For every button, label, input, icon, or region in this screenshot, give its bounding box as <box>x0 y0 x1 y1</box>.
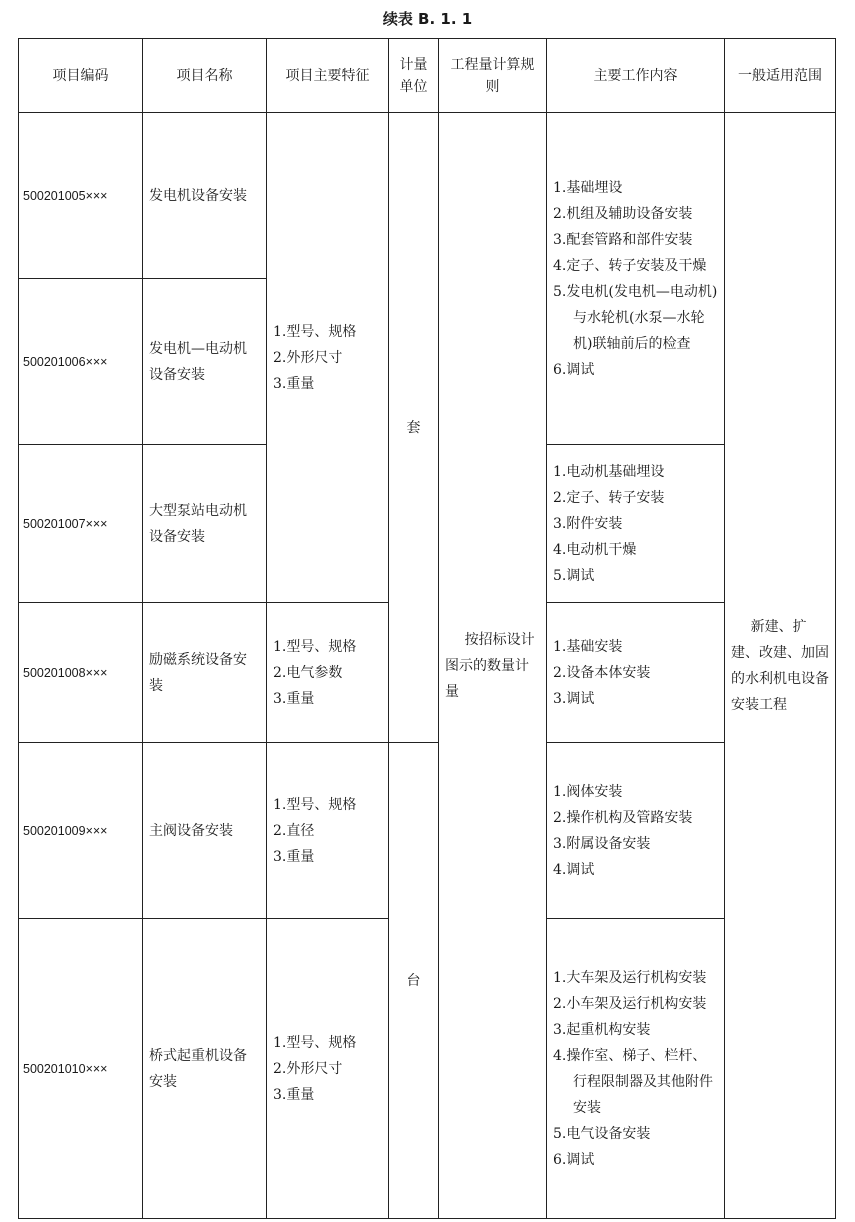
list-item: 6.调试 <box>553 361 595 378</box>
item-name: 励磁系统设备安装 <box>143 603 267 743</box>
list-item: 3.配套管路和部件安装 <box>553 231 693 248</box>
list-item: 4.定子、转子安装及干燥 <box>553 257 707 274</box>
list-item: 3.附件安装 <box>553 515 623 532</box>
list-item: 3.起重机构安装 <box>553 1021 651 1038</box>
item-code: 500201010××× <box>19 919 143 1219</box>
header-scope: 一般适用范围 <box>725 39 836 113</box>
list-item: 1.型号、规格 <box>273 323 357 340</box>
scope-cell: 新建、扩建、改建、加固的水利机电设备安装工程 <box>725 113 836 1219</box>
list-item: 2.小车架及运行机构安装 <box>553 995 707 1012</box>
item-features <box>267 603 389 743</box>
item-features <box>267 743 389 919</box>
header-unit: 计量单位 <box>389 39 439 113</box>
list-item: 2.电气参数 <box>273 664 343 681</box>
item-name: 桥式起重机设备安装 <box>143 919 267 1219</box>
header-work: 主要工作内容 <box>547 39 725 113</box>
work-content <box>547 919 725 1219</box>
work-content <box>547 113 725 445</box>
table-title: 续表 B. 1. 1 <box>382 10 473 28</box>
unit-cell: 套 <box>389 113 439 743</box>
list-item: 1.型号、规格 <box>273 1034 357 1051</box>
work-content <box>547 603 725 743</box>
list-item: 1.基础安装 <box>553 638 623 655</box>
list-item: 3.附属设备安装 <box>553 835 651 852</box>
feature-list <box>273 792 382 870</box>
list-item: 2.操作机构及管路安装 <box>553 809 693 826</box>
list-item: 3.重量 <box>273 1086 315 1103</box>
header-features: 项目主要特征 <box>267 39 389 113</box>
item-code: 500201006××× <box>19 279 143 445</box>
item-code: 500201005××× <box>19 113 143 279</box>
table-row <box>19 113 836 279</box>
item-code: 500201009××× <box>19 743 143 919</box>
list-item: 2.设备本体安装 <box>553 664 651 681</box>
item-name: 主阀设备安装 <box>143 743 267 919</box>
list-item: 5.调试 <box>553 567 595 584</box>
list-item: 1.大车架及运行机构安装 <box>553 969 707 986</box>
list-item: 2.外形尺寸 <box>273 349 343 366</box>
item-features <box>267 113 389 603</box>
header-code: 项目编码 <box>19 39 143 113</box>
work-content <box>547 743 725 919</box>
item-name: 发电机—电动机设备安装 <box>143 279 267 445</box>
list-item: 2.外形尺寸 <box>273 1060 343 1077</box>
list-item: 5.电气设备安装 <box>553 1125 651 1142</box>
item-features <box>267 919 389 1219</box>
list-item: 1.型号、规格 <box>273 796 357 813</box>
item-name: 发电机设备安装 <box>143 113 267 279</box>
list-item: 2.机组及辅助设备安装 <box>553 205 693 222</box>
list-item: 4.电动机干燥 <box>553 541 637 558</box>
header-name: 项目名称 <box>143 39 267 113</box>
unit-cell: 台 <box>389 743 439 1219</box>
list-item: 6.调试 <box>553 1151 595 1168</box>
list-item: 2.直径 <box>273 822 315 839</box>
rule-cell: 按招标设计图示的数量计量 <box>439 113 547 1219</box>
list-item: 5.发电机(发电机—电动机)与水轮机(水泵—水轮机)联轴前后的检查 <box>553 283 718 352</box>
list-item: 3.重量 <box>273 375 315 392</box>
feature-list <box>273 634 382 712</box>
feature-list <box>273 1030 382 1108</box>
header-row <box>19 39 836 113</box>
list-item: 3.调试 <box>553 690 595 707</box>
feature-list <box>273 319 382 397</box>
list-item: 4.调试 <box>553 861 595 878</box>
work-list <box>553 634 718 712</box>
work-list <box>553 965 718 1173</box>
list-item: 4.操作室、梯子、栏杆、行程限制器及其他附件安装 <box>553 1047 713 1116</box>
list-item: 1.基础埋设 <box>553 179 623 196</box>
list-item: 1.型号、规格 <box>273 638 357 655</box>
work-content <box>547 445 725 603</box>
item-code: 500201007××× <box>19 445 143 603</box>
work-list <box>553 779 718 883</box>
bill-of-quantities-table <box>18 38 836 1219</box>
list-item: 2.定子、转子安装 <box>553 489 665 506</box>
item-name: 大型泵站电动机设备安装 <box>143 445 267 603</box>
work-list <box>553 459 718 589</box>
table-row <box>19 743 836 919</box>
list-item: 3.重量 <box>273 690 315 707</box>
list-item: 1.阀体安装 <box>553 783 623 800</box>
header-rule: 工程量计算规则 <box>439 39 547 113</box>
list-item: 1.电动机基础埋设 <box>553 463 665 480</box>
item-code: 500201008××× <box>19 603 143 743</box>
work-list <box>553 175 718 383</box>
list-item: 3.重量 <box>273 848 315 865</box>
